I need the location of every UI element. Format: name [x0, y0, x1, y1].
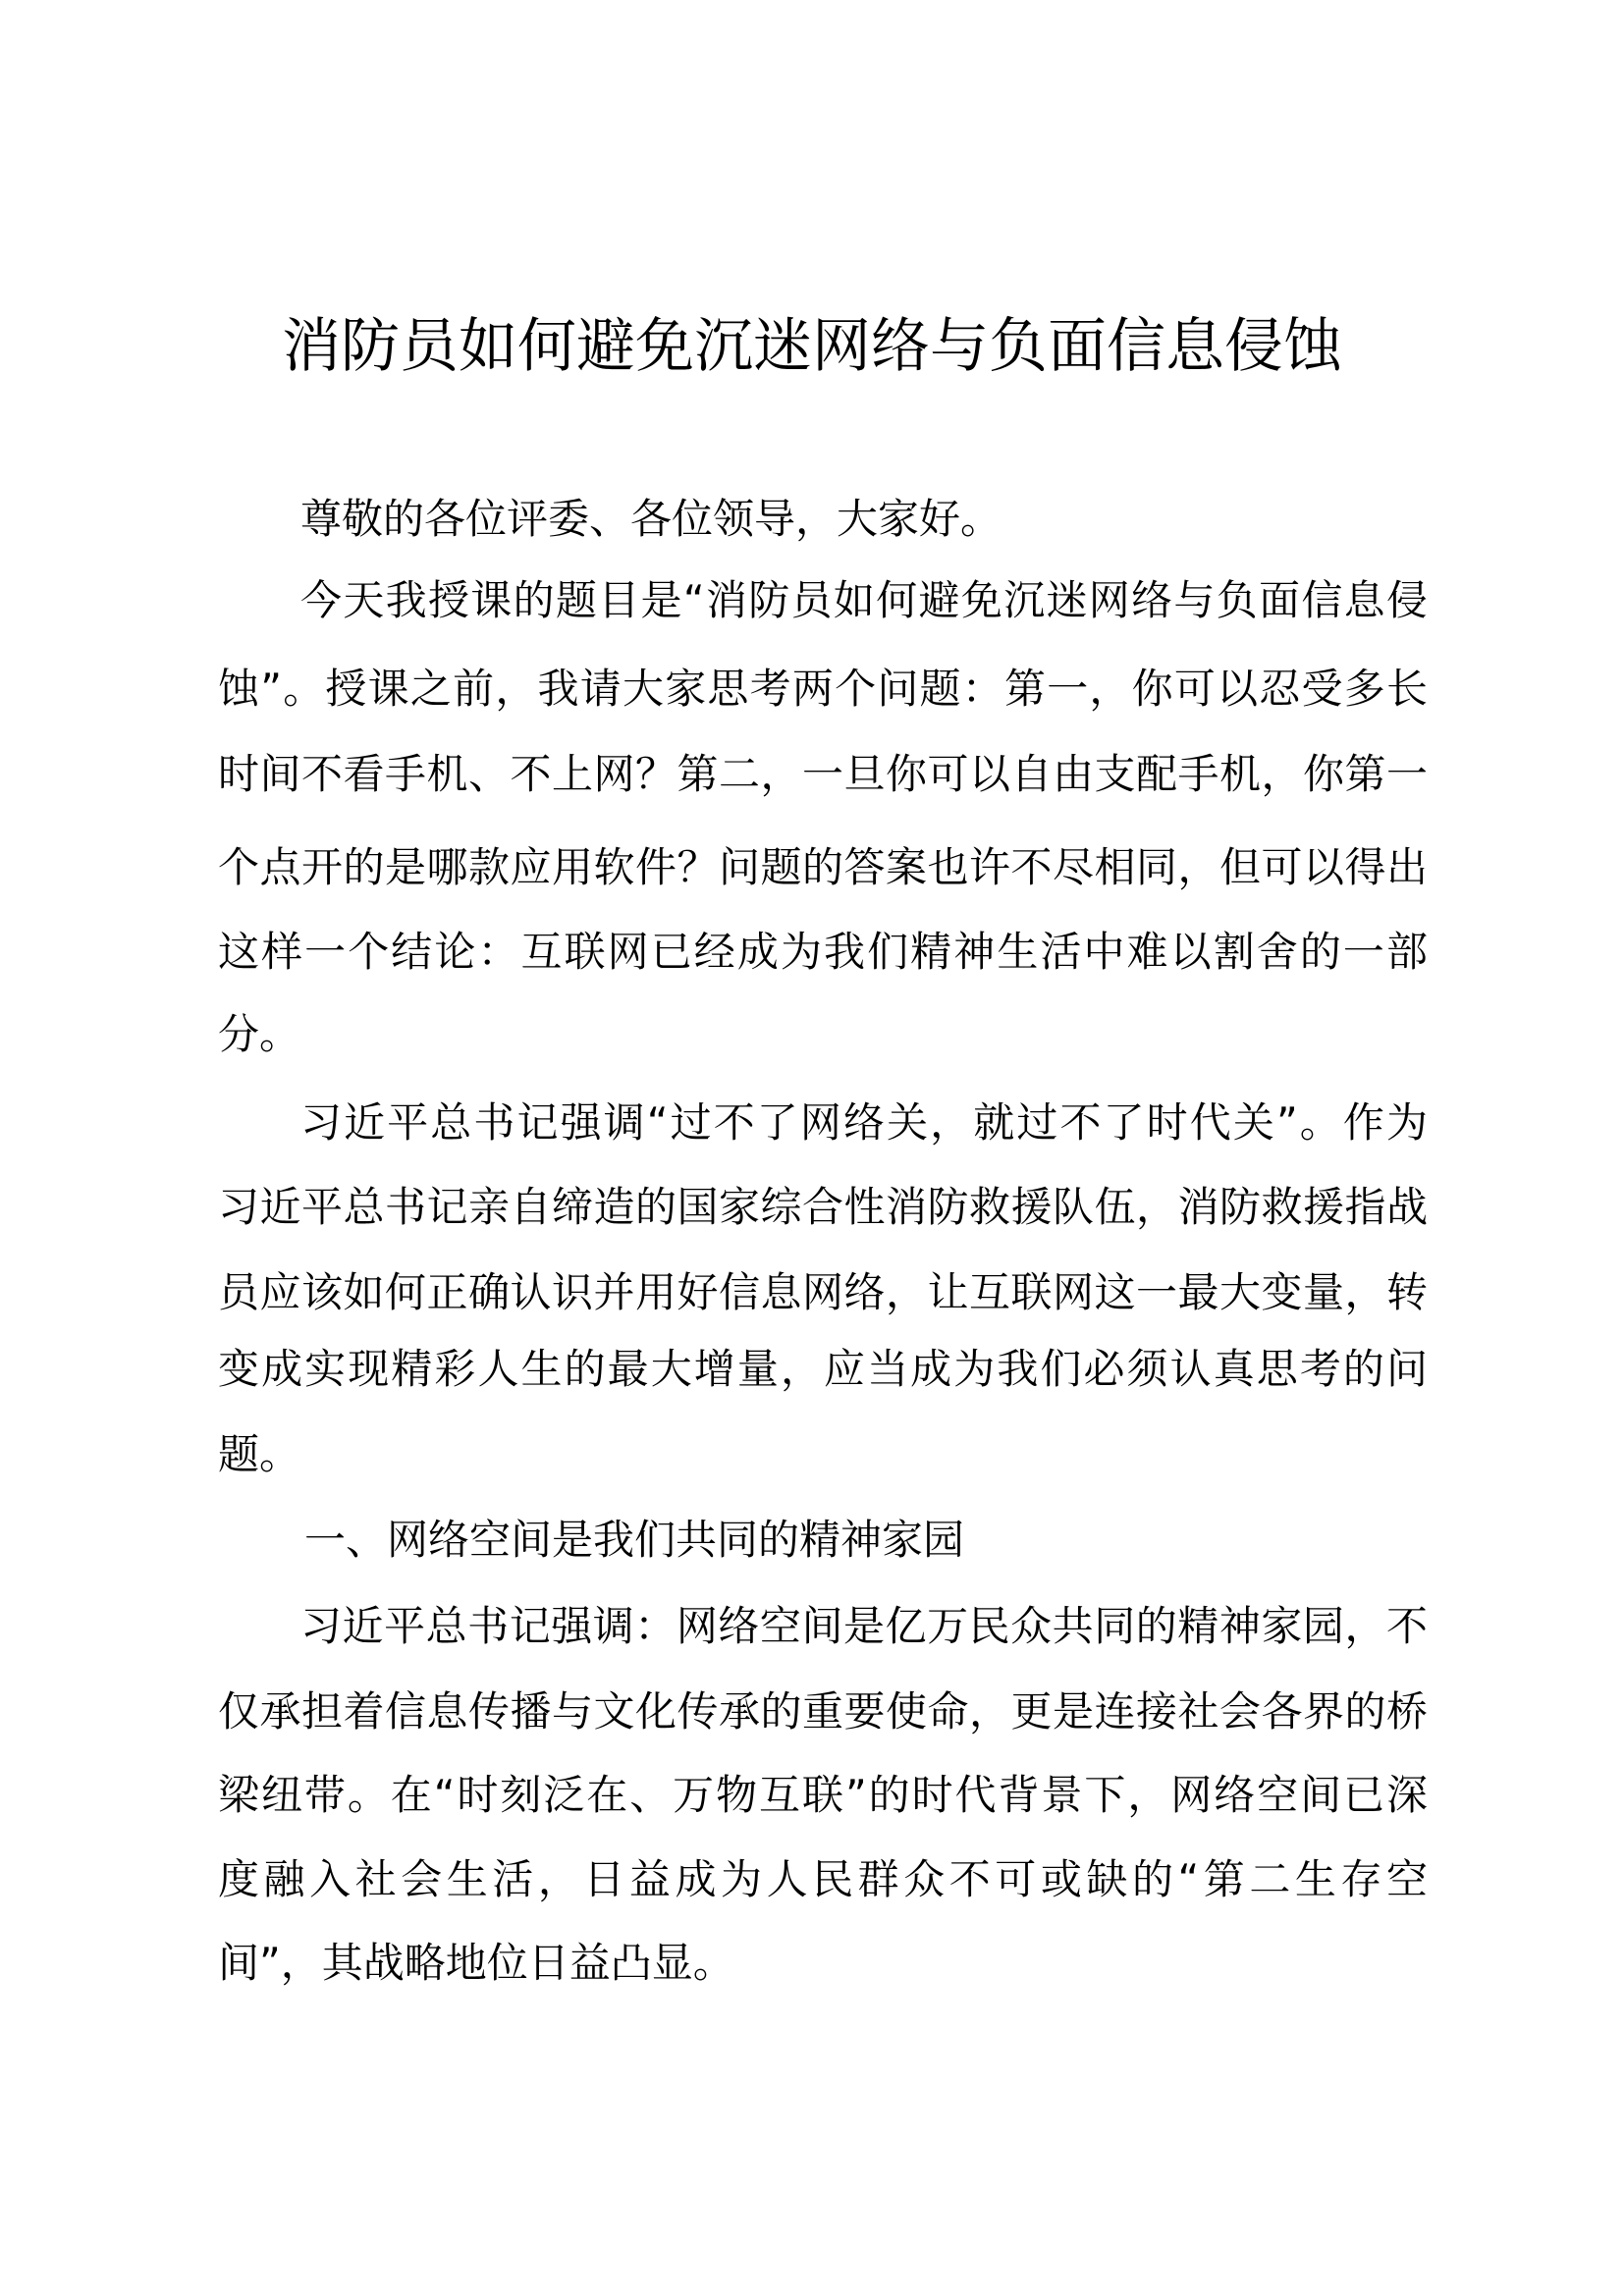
paragraph-2-line-4: 个点开的是哪款应用软件？问题的答案也许不尽相同，但可以得出 [218, 843, 1428, 891]
paragraph-2-line-1: 今天我授课的题目是“消防员如何避免沉迷网络与负面信息侵 [300, 576, 1428, 624]
section-heading: 一、网络空间是我们共同的精神家园 [304, 1516, 965, 1564]
paragraph-2-line-3: 时间不看手机、不上网？第二，一旦你可以自由支配手机，你第一 [218, 750, 1428, 798]
section-paragraph-line-3: 梁纽带。在“时刻泛在、万物互联”的时代背景下，网络空间已深 [218, 1771, 1428, 1819]
section-paragraph-line-5: 间”，其战略地位日益凸显。 [218, 1939, 734, 1987]
document-title: 消防员如何避免沉迷网络与负面信息侵蚀 [282, 312, 1342, 381]
paragraph-3-line-3: 员应该如何正确认识并用好信息网络，让互联网这一最大变量，转 [218, 1268, 1428, 1316]
section-paragraph-line-1: 习近平总书记强调：网络空间是亿万民众共同的精神家园，不 [300, 1602, 1428, 1650]
paragraph-1-line-1: 尊敬的各位评委、各位领导，大家好。 [300, 495, 1002, 543]
section-paragraph-line-4: 度融入社会生活，日益成为人民群众不可或缺的“第二生存空 [218, 1855, 1428, 1903]
paragraph-2-line-2: 蚀”。授课之前，我请大家思考两个问题：第一，你可以忍受多长 [218, 665, 1428, 713]
paragraph-3-line-1: 习近平总书记强调“过不了网络关，就过不了时代关”。作为 [300, 1098, 1428, 1147]
section-paragraph-line-2: 仅承担着信息传播与文化传承的重要使命，更是连接社会各界的桥 [218, 1687, 1428, 1735]
paragraph-2-line-6: 分。 [218, 1010, 301, 1058]
paragraph-3-line-2: 习近平总书记亲自缔造的国家综合性消防救援队伍，消防救援指战 [218, 1183, 1428, 1231]
paragraph-2-line-5: 这样一个结论：互联网已经成为我们精神生活中难以割舍的一部 [218, 928, 1428, 976]
paragraph-3-line-5: 题。 [218, 1430, 301, 1478]
paragraph-3-line-4: 变成实现精彩人生的最大增量，应当成为我们必须认真思考的问 [218, 1345, 1428, 1393]
